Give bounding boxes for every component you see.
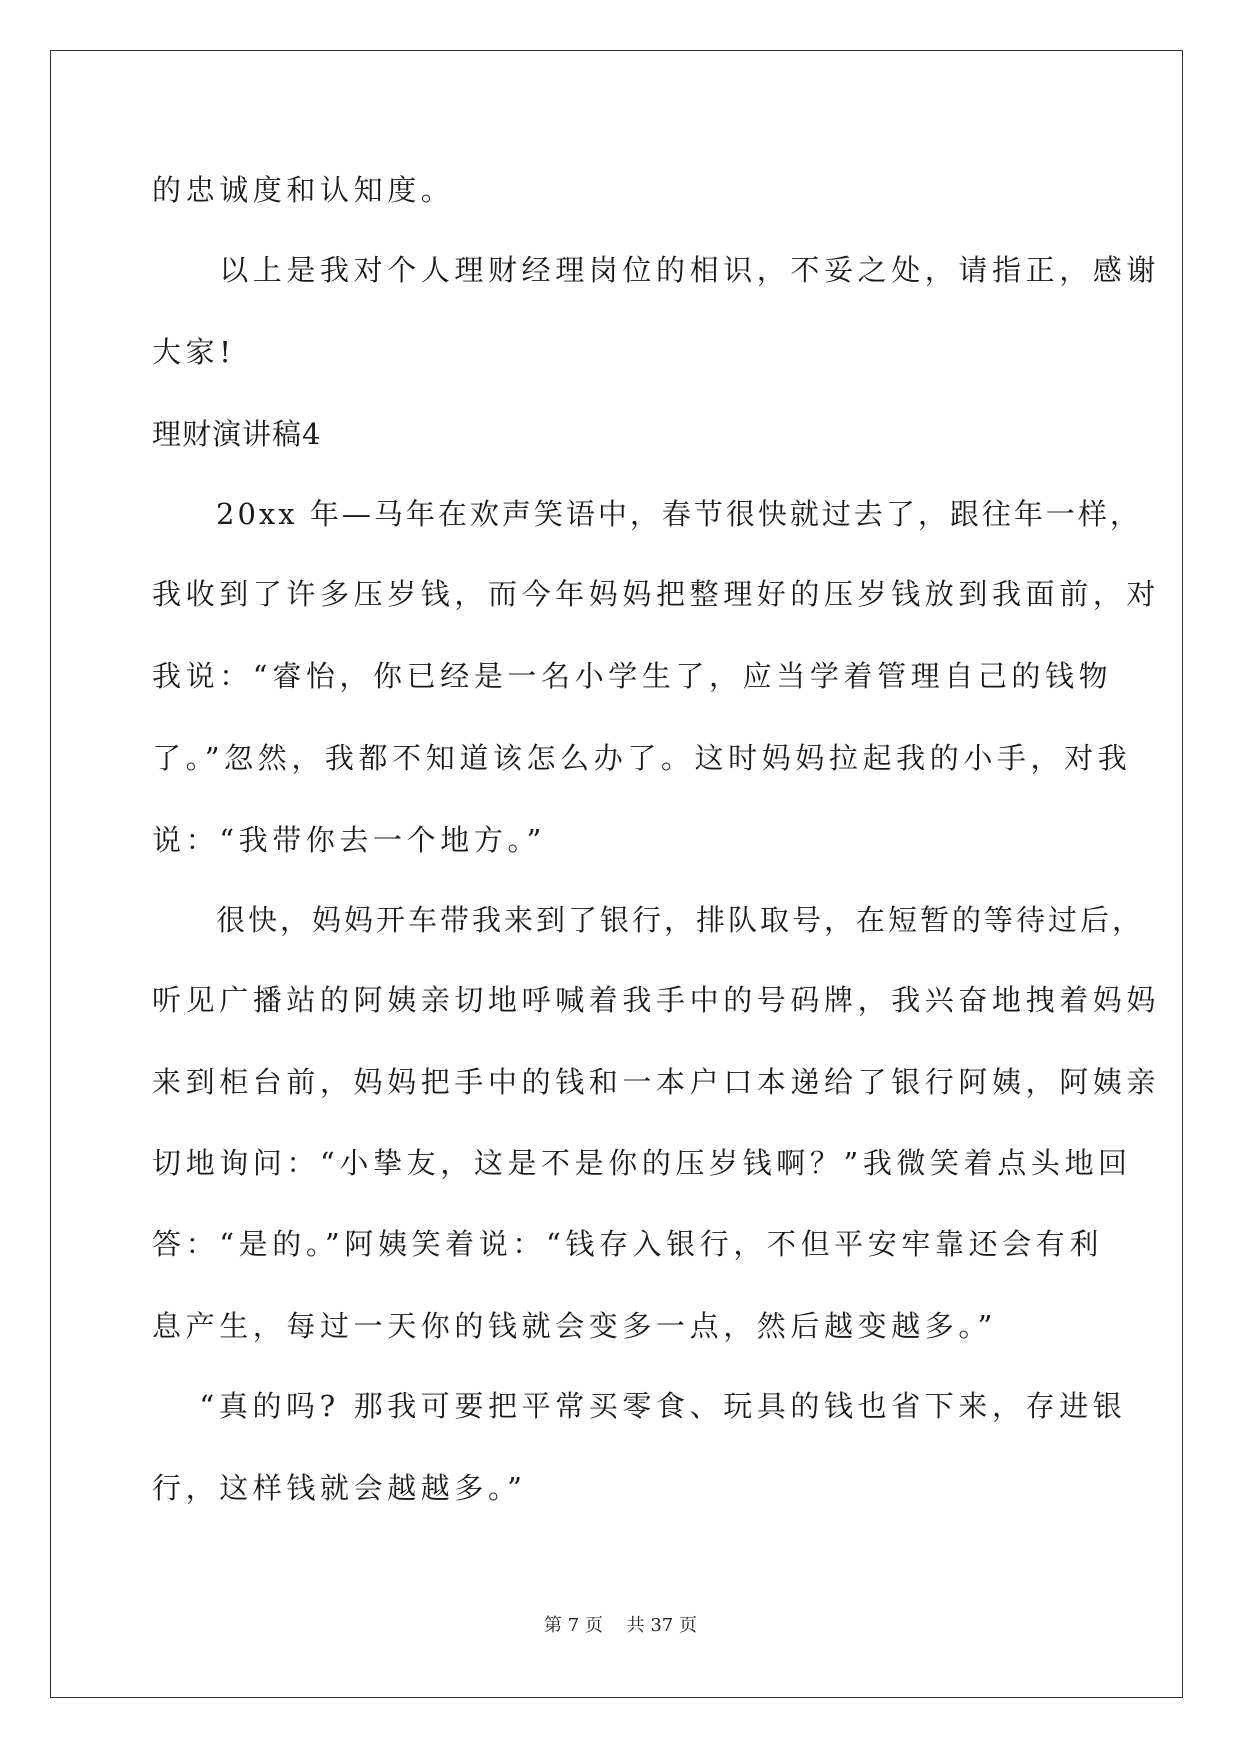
text-line: 切地询问：“小挚友，这是不是你的压岁钱啊？”我微笑着点头地回 [152, 1146, 1132, 1180]
text-line: 息产生，每过一天你的钱就会变多一点，然后越变越多。” [152, 1309, 997, 1343]
text-line: 了。”忽然，我都不知道该怎么办了。这时妈妈拉起我的小手，对我 [152, 741, 1132, 775]
text-line: 很快，妈妈开车带我来到了银行，排队取号，在短暂的等待过后， [152, 903, 1145, 937]
text-line: 听见广播站的阿姨亲切地呼喊着我手中的号码牌，我兴奋地拽着妈妈 [152, 983, 1161, 1017]
text-line: 我说：“睿怡，你已经是一名小学生了，应当学着管理自己的钱物 [152, 659, 1113, 693]
text-line: 20xx 年—马年在欢声笑语中，春节很快就过去了，跟往年一样， [152, 497, 1142, 531]
text-line: 我收到了许多压岁钱，而今年妈妈把整理好的压岁钱放到我面前，对 [152, 577, 1161, 611]
text-line: “真的吗? 那我可要把平常买零食、玩具的钱也省下来，存进银 [152, 1389, 1127, 1423]
page-border [50, 50, 1183, 1698]
text-line: 的忠诚度和认知度。 [152, 173, 455, 207]
text-line: 说：“我带你去一个地方。” [152, 823, 546, 857]
text-line: 来到柜台前，妈妈把手中的钱和一本户口本递给了银行阿姨，阿姨亲 [152, 1065, 1161, 1099]
text-line: 行，这样钱就会越越多。” [152, 1471, 527, 1505]
page-number: 第 7 页 共 37 页 [544, 1615, 697, 1636]
text-line: 以上是我对个人理财经理岗位的相识，不妥之处，请指正，感谢 [152, 253, 1161, 287]
text-line: 答：“是的。”阿姨笑着说：“钱存入银行，不但平安牢靠还会有利 [152, 1227, 1103, 1261]
text-line: 大家! [152, 335, 236, 369]
section-heading: 理财演讲稿4 [152, 417, 322, 451]
